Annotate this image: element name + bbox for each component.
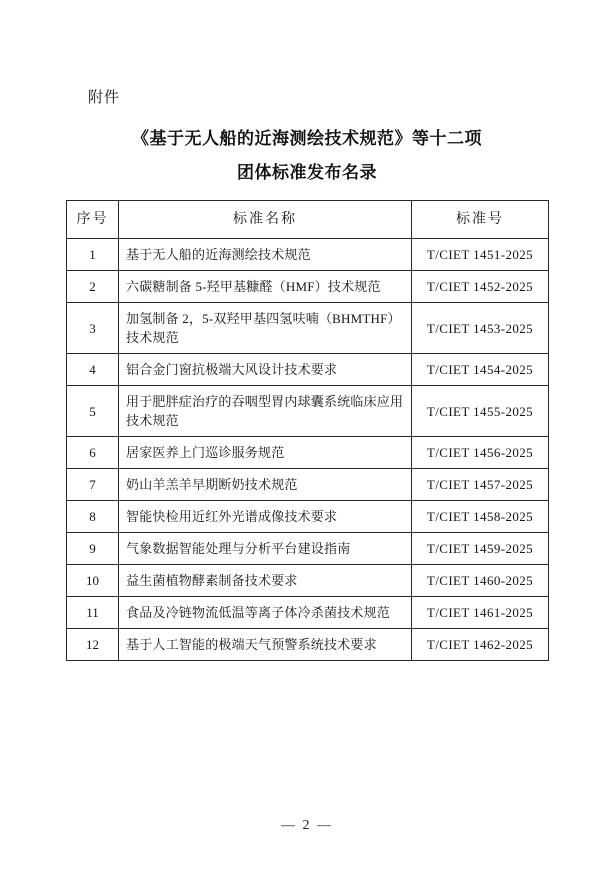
cell-code: T/CIET 1461-2025 — [412, 597, 549, 629]
cell-seq: 11 — [67, 597, 119, 629]
cell-seq: 7 — [67, 469, 119, 501]
cell-seq: 9 — [67, 533, 119, 565]
cell-seq: 12 — [67, 629, 119, 661]
table-row — [67, 565, 549, 597]
cell-code: T/CIET 1460-2025 — [412, 565, 549, 597]
cell-seq: 4 — [67, 354, 119, 386]
cell-seq: 2 — [67, 271, 119, 303]
table-row — [67, 354, 549, 386]
cell-name: 气象数据智能处理与分析平台建设指南 — [119, 533, 412, 565]
page-title-line-2: 团体标准发布名录 — [237, 163, 377, 182]
table-header-row — [67, 201, 549, 239]
table-row — [67, 501, 549, 533]
standards-table — [66, 200, 549, 661]
cell-name: 益生菌植物酵素制备技术要求 — [119, 565, 412, 597]
cell-name: 六碳糖制备 5-羟甲基糠醛（HMF）技术规范 — [119, 271, 412, 303]
cell-code: T/CIET 1451-2025 — [412, 239, 549, 271]
cell-code: T/CIET 1458-2025 — [412, 501, 549, 533]
cell-name: 用于肥胖症治疗的吞咽型胃内球囊系统临床应用技术规范 — [119, 386, 412, 437]
cell-code: T/CIET 1454-2025 — [412, 354, 549, 386]
cell-name: 智能快检用近红外光谱成像技术要求 — [119, 501, 412, 533]
column-header-code: 标准号 — [412, 201, 549, 239]
table-row — [67, 239, 549, 271]
cell-name: 奶山羊羔羊早期断奶技术规范 — [119, 469, 412, 501]
cell-name: 基于人工智能的极端天气预警系统技术要求 — [119, 629, 412, 661]
table-row — [67, 469, 549, 501]
table-body — [67, 239, 549, 661]
cell-code: T/CIET 1452-2025 — [412, 271, 549, 303]
cell-seq: 1 — [67, 239, 119, 271]
cell-code: T/CIET 1453-2025 — [412, 303, 549, 354]
table-row — [67, 303, 549, 354]
cell-seq: 8 — [67, 501, 119, 533]
cell-name: 居家医养上门巡诊服务规范 — [119, 437, 412, 469]
cell-code: T/CIET 1456-2025 — [412, 437, 549, 469]
cell-code: T/CIET 1457-2025 — [412, 469, 549, 501]
cell-code: T/CIET 1462-2025 — [412, 629, 549, 661]
table-row — [67, 437, 549, 469]
page-number: — 2 — — [281, 818, 333, 833]
cell-seq: 10 — [67, 565, 119, 597]
page-title — [0, 124, 614, 188]
table-row — [67, 597, 549, 629]
cell-seq: 6 — [67, 437, 119, 469]
table-row — [67, 271, 549, 303]
table-row — [67, 386, 549, 437]
cell-name: 加氢制备 2，5-双羟甲基四氢呋喃（BHMTHF）技术规范 — [119, 303, 412, 354]
cell-code: T/CIET 1459-2025 — [412, 533, 549, 565]
table-row — [67, 629, 549, 661]
page-title-line-1: 《基于无人船的近海测绘技术规范》等十二项 — [132, 129, 482, 148]
cell-seq: 5 — [67, 386, 119, 437]
attachment-label: 附件 — [88, 90, 121, 106]
cell-code: T/CIET 1455-2025 — [412, 386, 549, 437]
cell-seq: 3 — [67, 303, 119, 354]
cell-name: 铝合金门窗抗极端大风设计技术要求 — [119, 354, 412, 386]
column-header-seq: 序号 — [67, 201, 119, 239]
column-header-name: 标准名称 — [119, 201, 412, 239]
cell-name: 基于无人船的近海测绘技术规范 — [119, 239, 412, 271]
table-row — [67, 533, 549, 565]
cell-name: 食品及冷链物流低温等离子体冷杀菌技术规范 — [119, 597, 412, 629]
